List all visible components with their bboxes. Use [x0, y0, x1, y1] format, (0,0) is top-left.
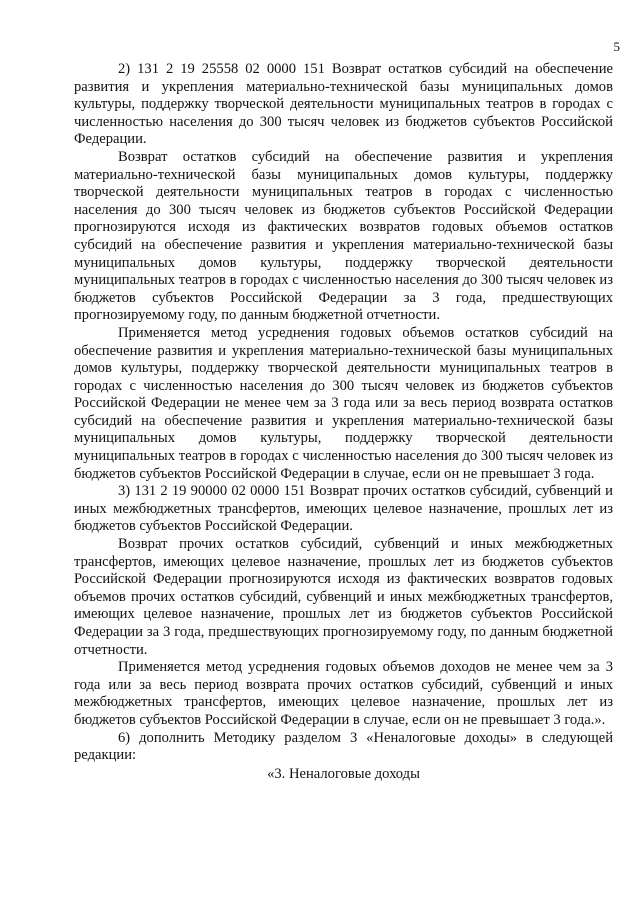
paragraph-method-averaging: Применяется метод усреднения годовых объемов остатков субсидий на обеспечение развития и укрепления материально-технической базы муниципальных домов культуры, поддержку творческой деятельности муниципальных театров в городах с численностью населения до 300 тысяч человек из бюджетов субъектов Российской Федерации не менее чем за 3 года или за весь период возврата остатков субсидий на обеспечение развития и укрепления материально-технической базы муниципальных домов культуры, поддержку творческой деятельности муниципальных театров в городах с численностью населения до 300 тысяч человек из бюджетов субъектов Российской Федерации в случае, если он не превышает 3 года. — [74, 324, 613, 482]
paragraph-item-3: 3) 131 2 19 90000 02 0000 151 Возврат прочих остатков субсидий, субвенций и иных межбюджетных трансфертов, имеющих целевое назначение, прошлых лет из бюджетов субъектов Российской Федерации. — [74, 483, 613, 535]
paragraph-return-description: Возврат остатков субсидий на обеспечение развития и укрепления материально-технической базы муниципальных домов культуры, поддержку творческой деятельности муниципальных театров в городах с численностью населения до 300 тысяч человек из бюджетов субъектов Российской Федерации прогнозируются исходя из фактических возвратов годовых объемов остатков субсидий на обеспечение развития и укрепления материально-технической базы муниципальных домов культуры, поддержку творческой деятельности муниципальных театров в городах с численностью населения до 300 тысяч человек из бюджетов субъектов Российской Федерации за 3 года, предшествующих прогнозируемому году, по данным бюджетной отчетности. — [74, 148, 613, 324]
paragraph-item-6: 6) дополнить Методику разделом 3 «Неналоговые доходы» в следующей редакции: — [74, 729, 613, 764]
page-number: 5 — [613, 39, 620, 54]
section-heading: «3. Неналоговые доходы — [267, 765, 420, 782]
paragraph-item-2: 2) 131 2 19 25558 02 0000 151 Возврат остатков субсидий на обеспечение развития и укрепления материально-технической базы муниципальных домов культуры, поддержку творческой деятельности муниципальных театров в городах с численностью населения до 300 тысяч человек из бюджетов субъектов Российской Федерации. — [74, 61, 613, 148]
paragraph-other-return-description: Возврат прочих остатков субсидий, субвенций и иных межбюджетных трансфертов, имеющих целевое назначение, прошлых лет из бюджетов субъектов Российской Федерации прогнозируются исходя из фактических возвратов годовых объемов прочих остатков субсидий, субвенций и иных межбюджетных трансфертов, имеющих целевое назначение, прошлых лет из бюджетов субъектов Российской Федерации за 3 года, предшествующих прогнозируемому году, по данным бюджетной отчетности. — [74, 536, 613, 658]
paragraph-method-income: Применяется метод усреднения годовых объемов доходов не менее чем за 3 года или за весь период возврата прочих остатков субсидий, субвенций и иных межбюджетных трансфертов, имеющих целевое назначение, прошлых лет из бюджетов субъектов Российской Федерации в случае, если он не превышает 3 года.». — [74, 659, 613, 728]
document-body — [74, 61, 613, 783]
